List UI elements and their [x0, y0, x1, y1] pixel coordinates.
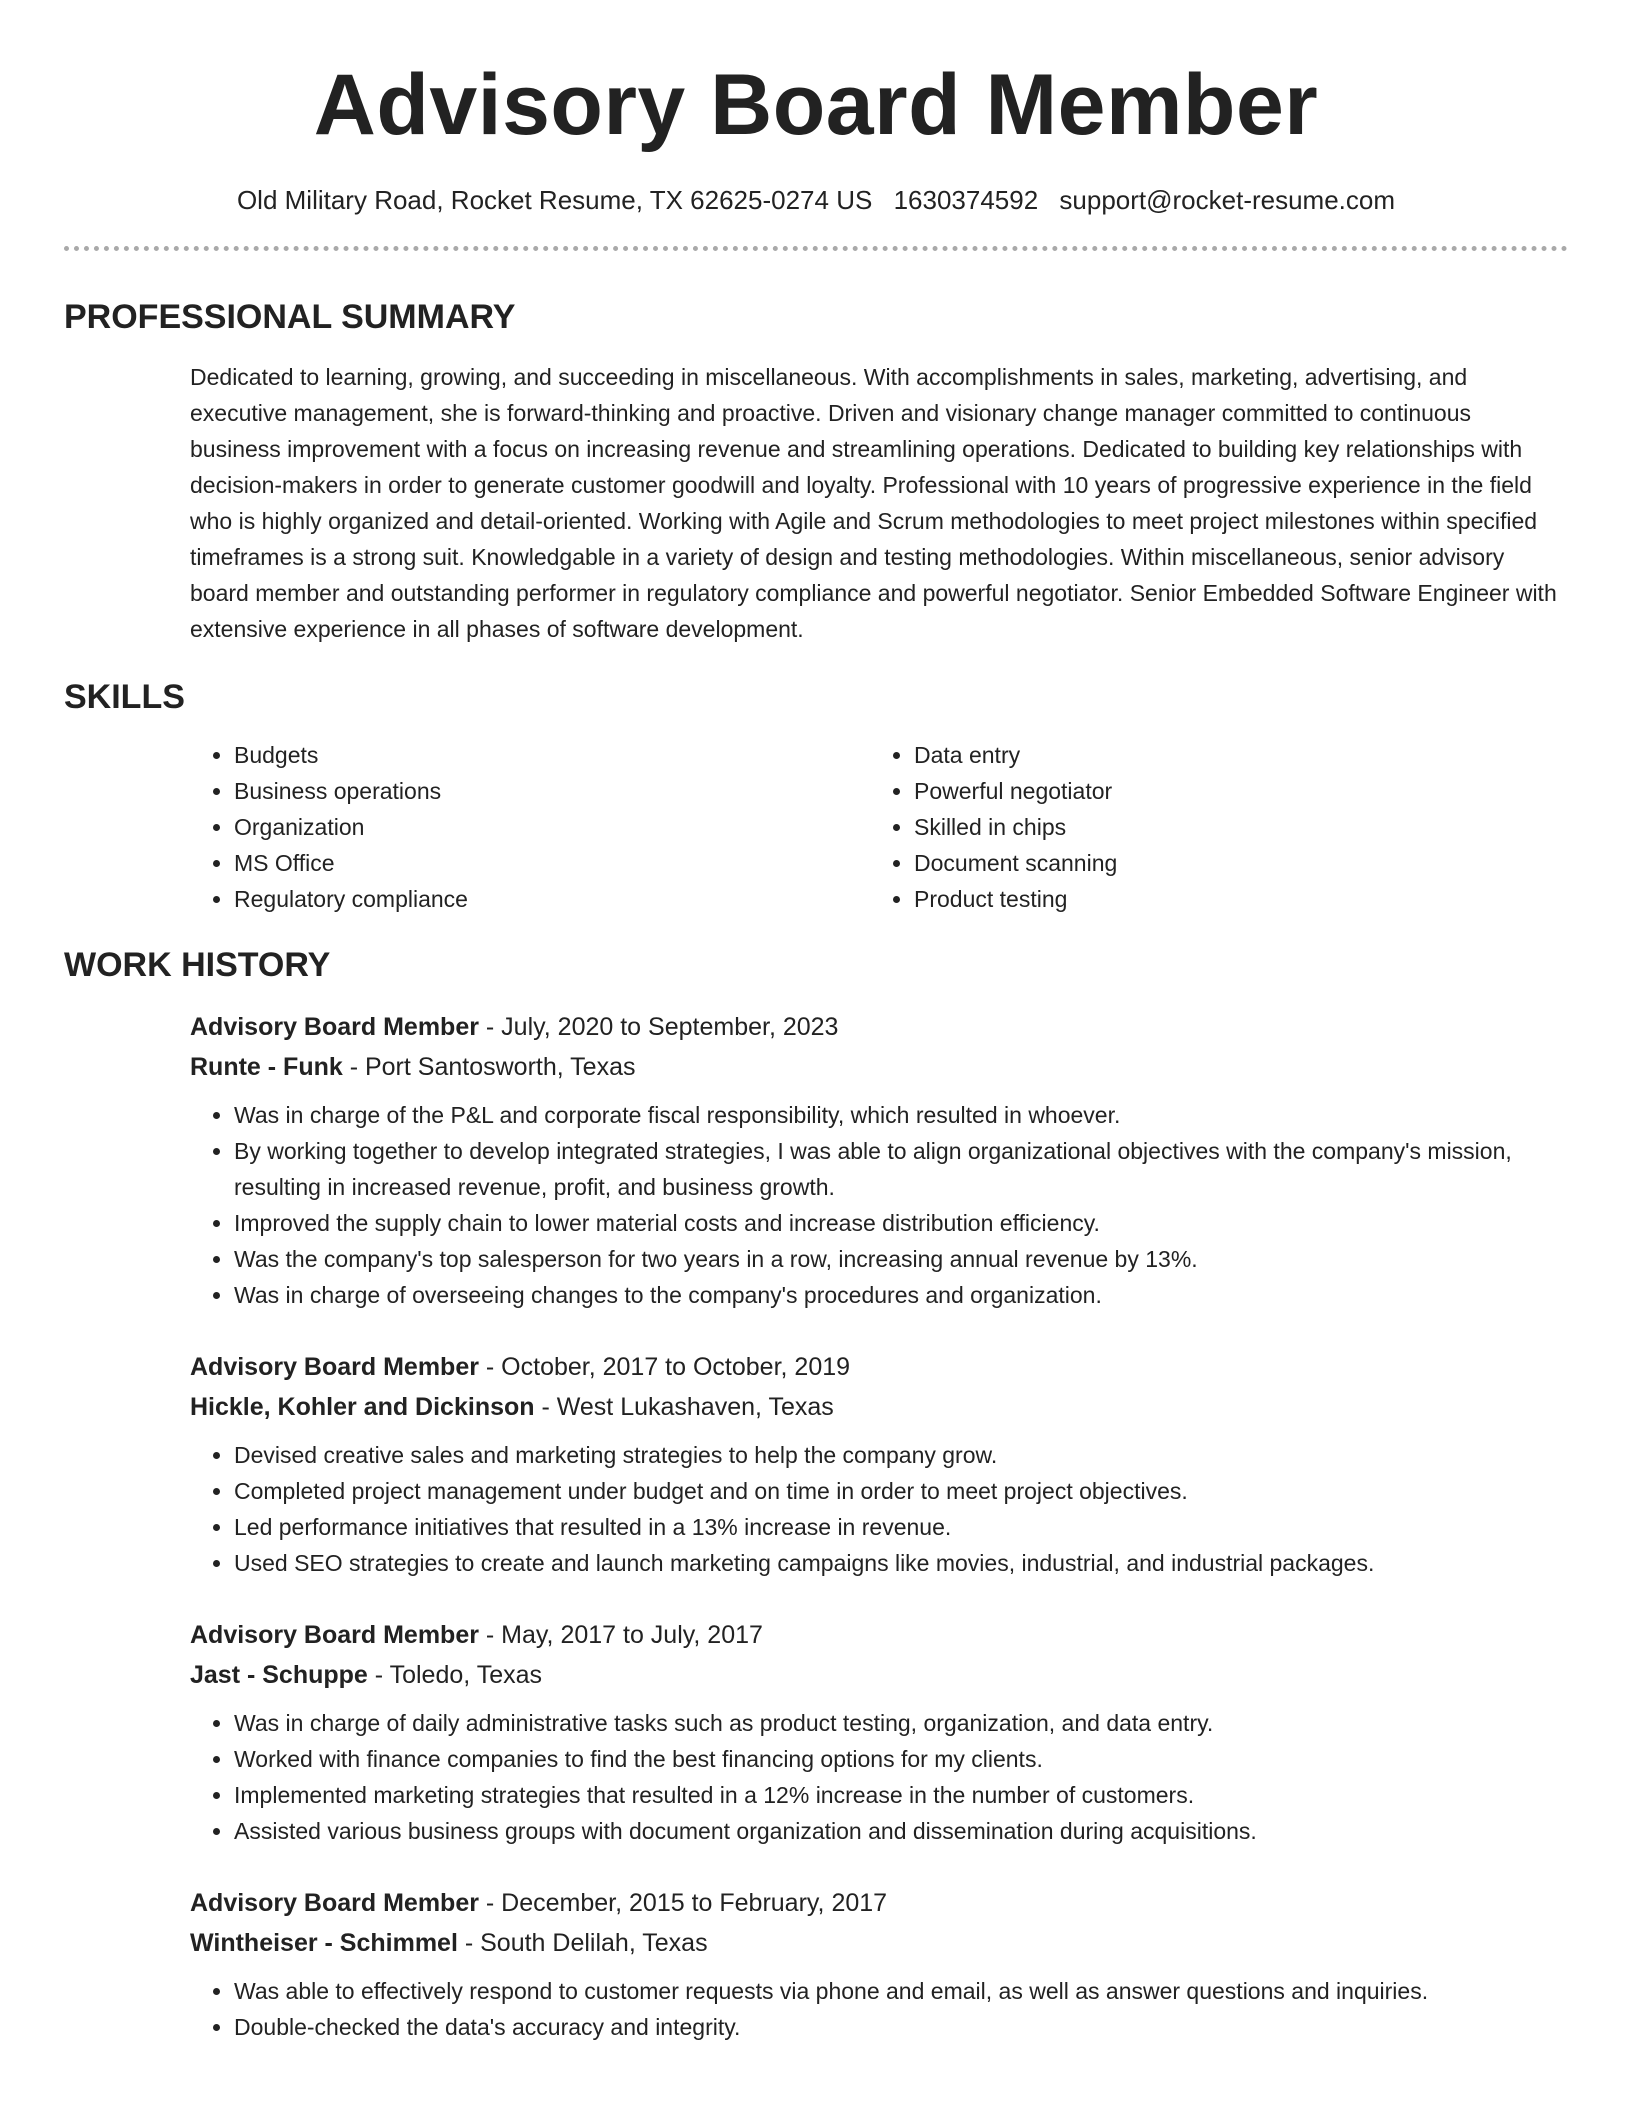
skills-column-right — [870, 737, 1550, 917]
job-location: - South Delilah, Texas — [457, 1929, 708, 1957]
skill-item: • Business operations — [234, 773, 870, 809]
skills-heading: SKILLS — [64, 678, 185, 716]
job-bullet: • Double-checked the data's accuracy and integrity. — [234, 2009, 1568, 2045]
job-bullet: • Worked with finance companies to find the best financing options for my clients. — [234, 1741, 1568, 1777]
job-bullet: • Completed project management under budget and on time in order to meet project objectives. — [234, 1473, 1568, 1509]
job-bullet: • Led performance initiatives that resulted in a 13% increase in revenue. — [234, 1509, 1568, 1545]
resume-page — [64, 0, 1568, 2045]
skill-item: • Product testing — [914, 881, 1550, 917]
job-role: Advisory Board Member — [190, 1889, 479, 1917]
job-bullet: • Used SEO strategies to create and launch marketing campaigns like movies, industrial, and industrial packages. — [234, 1545, 1568, 1581]
job-location: - Toledo, Texas — [367, 1661, 543, 1689]
job-company: Runte - Funk — [190, 1053, 343, 1081]
job-bullet: • Was in charge of overseeing changes to the company's procedures and organization. — [234, 1277, 1568, 1313]
email-text: support@rocket-resume.com — [1059, 185, 1396, 215]
job-bullets — [190, 1097, 1568, 1313]
job-dates: - July, 2020 to September, 2023 — [478, 1013, 839, 1041]
phone-text: 1630374592 — [893, 185, 1039, 215]
job-company-line — [190, 1387, 1568, 1427]
summary-text: Dedicated to learning, growing, and succeeding in miscellaneous. With accomplishments in sales, marketing, advertising, and executive management, she is forward-thinking and proactive. Driven and visionary change manager committed to continuous business improvement with a focus on increasing revenue and streamlining operations. Dedicated to building key relationships with decision-makers in order to generate customer goodwill and loyalty. Professional with 10 years of progressive experience in the field who is highly organized and detail-oriented. Working with Agile and Scrum methodologies to meet project milestones within specified timeframes is a strong suit. Knowledgable in a variety of design and testing methodologies. Within miscellaneous, senior advisory board member and outstanding performer in regulatory compliance and powerful negotiator. Senior Embedded Software Engineer with extensive experience in all phases of software development. — [190, 364, 1557, 642]
job-bullets — [190, 1437, 1568, 1581]
job-entry — [190, 1347, 1568, 1581]
job-company: Jast - Schuppe — [190, 1661, 368, 1689]
job-bullet: • Was in charge of the P&L and corporate fiscal responsibility, which resulted in whoever. — [234, 1097, 1568, 1133]
job-bullet: • By working together to develop integrated strategies, I was able to align organizational objectives with the company's mission, resulting in increased revenue, profit, and business growth. — [234, 1133, 1568, 1205]
job-title-line — [190, 1615, 1568, 1655]
job-bullets — [190, 1973, 1568, 2045]
skill-item: • Powerful negotiator — [914, 773, 1550, 809]
skill-item: • MS Office — [234, 845, 870, 881]
work-history-heading: WORK HISTORY — [64, 946, 331, 984]
job-bullet: • Implemented marketing strategies that resulted in a 12% increase in the number of customers. — [234, 1777, 1568, 1813]
job-title-line — [190, 1347, 1568, 1387]
job-company-line — [190, 1655, 1568, 1695]
job-location: - Port Santosworth, Texas — [342, 1053, 636, 1081]
job-company-line — [190, 1047, 1568, 1087]
skill-item: • Skilled in chips — [914, 809, 1550, 845]
job-entry — [190, 1615, 1568, 1849]
job-dates: - December, 2015 to February, 2017 — [478, 1889, 888, 1917]
job-bullet: • Was able to effectively respond to customer requests via phone and email, as well as answer questions and inquiries. — [234, 1973, 1568, 2009]
job-role: Advisory Board Member — [190, 1013, 479, 1041]
skills-list — [190, 737, 1568, 917]
contact-line — [64, 182, 1568, 218]
address-text: Old Military Road, Rocket Resume, TX 62625-0274 US — [236, 185, 873, 215]
job-role: Advisory Board Member — [190, 1353, 479, 1381]
skill-item: • Regulatory compliance — [234, 881, 870, 917]
skill-item: • Document scanning — [914, 845, 1550, 881]
job-entry — [190, 1007, 1568, 1313]
job-dates: - May, 2017 to July, 2017 — [478, 1621, 763, 1649]
job-title-line — [190, 1007, 1568, 1047]
job-bullet: • Devised creative sales and marketing strategies to help the company grow. — [234, 1437, 1568, 1473]
job-bullet: • Was in charge of daily administrative tasks such as product testing, organization, and data entry. — [234, 1705, 1568, 1741]
job-bullet: • Was the company's top salesperson for two years in a row, increasing annual revenue by 13%. — [234, 1241, 1568, 1277]
job-bullets — [190, 1705, 1568, 1849]
job-bullet: • Assisted various business groups with document organization and dissemination during acquisitions. — [234, 1813, 1568, 1849]
job-role: Advisory Board Member — [190, 1621, 479, 1649]
skill-item: • Organization — [234, 809, 870, 845]
job-entry — [190, 1883, 1568, 2045]
job-company-line — [190, 1923, 1568, 1963]
job-bullet: • Improved the supply chain to lower material costs and increase distribution efficiency. — [234, 1205, 1568, 1241]
job-company: Hickle, Kohler and Dickinson — [190, 1393, 535, 1421]
skill-item: • Data entry — [914, 737, 1550, 773]
job-title-line — [190, 1883, 1568, 1923]
header-divider — [64, 246, 1568, 251]
job-dates: - October, 2017 to October, 2019 — [478, 1353, 851, 1381]
summary-heading: PROFESSIONAL SUMMARY — [64, 298, 516, 336]
page-title: Advisory Board Member — [313, 57, 1319, 153]
skills-column-left — [190, 737, 870, 917]
job-company: Wintheiser - Schimmel — [190, 1929, 458, 1957]
skill-item: • Budgets — [234, 737, 870, 773]
job-location: - West Lukashaven, Texas — [534, 1393, 834, 1421]
